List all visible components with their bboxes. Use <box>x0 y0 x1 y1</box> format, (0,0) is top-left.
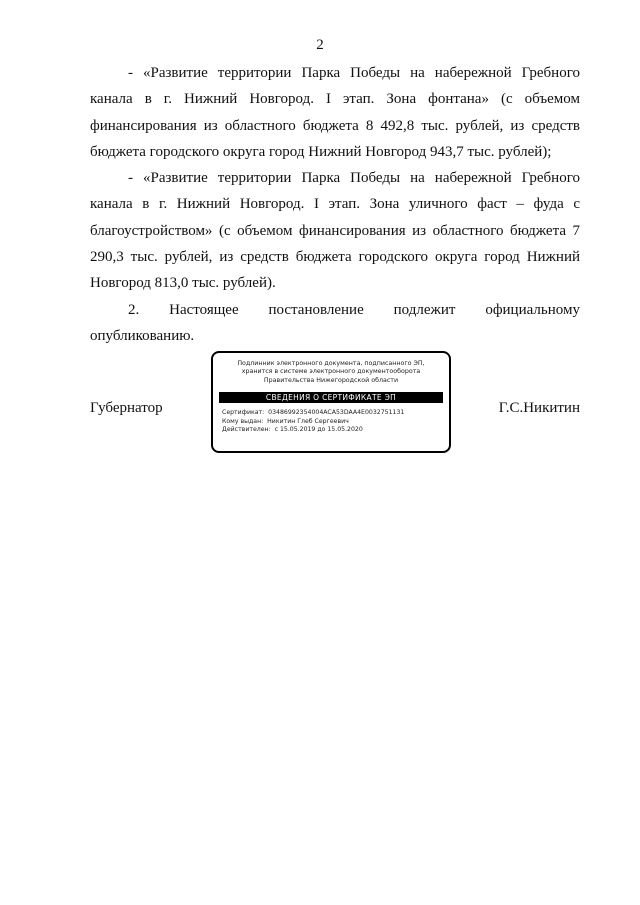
validity-row <box>222 426 449 434</box>
validity-value: с 15.05.2019 до 15.05.2020 <box>274 426 363 434</box>
certificate-row <box>222 409 449 417</box>
issued-to-row <box>222 418 449 426</box>
clause-word: подлежит <box>393 301 456 318</box>
clause-number: 2. <box>128 301 140 318</box>
stamp-header <box>213 360 449 385</box>
page-number: 2 <box>316 37 324 53</box>
issued-to-label: Кому выдан: <box>222 417 264 425</box>
certificate-label: Сертификат: <box>222 409 265 417</box>
electronic-signature-stamp <box>211 351 451 453</box>
clause-2-continuation: опубликованию. <box>90 327 195 344</box>
certificate-value: 03486992354004ACA53DAA4E0032751131 <box>268 409 405 417</box>
clause-word: Настоящее <box>169 301 239 318</box>
clause-2 <box>90 297 580 323</box>
issued-to-value: Никитин Глеб Сергеевич <box>267 417 349 425</box>
clause-word: постановление <box>268 301 364 318</box>
validity-label: Действителен: <box>222 426 271 434</box>
stamp-title-bar: СВЕДЕНИЯ О СЕРТИФИКАТЕ ЭП <box>219 392 443 403</box>
paragraph-fountain-zone: - «Развитие территории Парка Победы на набережной Гребного канала в г. Нижний Новгород. I этап. Зона фонтана» (с объемом финансирования из областного бюджета 8 492,8 тыс. рублей, из средств бюджета городского округа город Нижний Новгород 943,7 тыс. рублей); <box>90 65 580 160</box>
stamp-header-line: Правительства Нижегородской области <box>263 376 399 384</box>
stamp-details <box>222 409 449 434</box>
stamp-header-line: хранится в системе электронного документооборота <box>241 368 421 376</box>
clause-word: официальному <box>485 301 580 318</box>
stamp-header-line: Подлинник электронного документа, подписанного ЭП, <box>237 360 425 367</box>
signer-name: Г.С.Никитин <box>498 400 580 416</box>
document-body <box>90 60 580 349</box>
paragraph-fast-food-zone: - «Развитие территории Парка Победы на набережной Гребного канала в г. Нижний Новгород. I этап. Зона уличного фаст – фуда с благоустройством» (с объемом финансирования из областного бюджета 7 290,3 тыс. рублей, из средств бюджета городского округа город Нижний Новгород 813,0 тыс. рублей). <box>90 170 580 292</box>
signer-position: Губернатор <box>90 400 163 416</box>
